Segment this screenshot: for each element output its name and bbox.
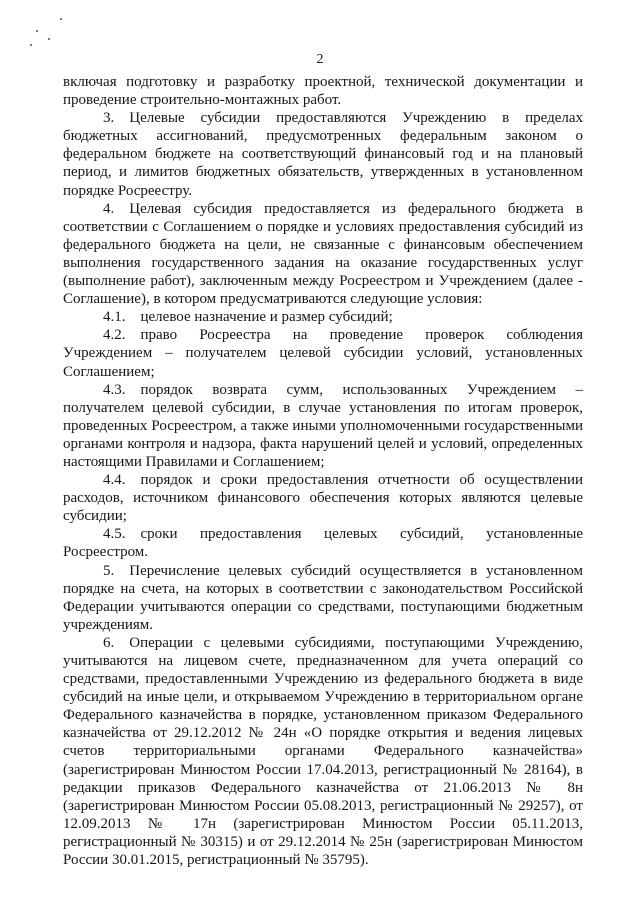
paragraph-4-3: 4.3. порядок возврата сумм, использованных Учреждением – получателем целевой субсидии, в случае установления по итогам проверок, проведенных Росреестром, а также иными уполномоченными государственными органами контроля и надзора, факта нарушений целей и условий, определенных настоящими Правилами и Соглашением; xyxy=(63,381,583,470)
scan-speck xyxy=(36,30,38,32)
paragraph-4-1: 4.1. целевое назначение и размер субсидий; xyxy=(103,309,393,326)
paragraph-4-2: 4.2. право Росреестра на проведение проверок соблюдения Учреждением – получателем целевой субсидии условий, установленных Соглашением; xyxy=(63,327,583,380)
scan-speck xyxy=(48,38,50,40)
page-number: 2 xyxy=(316,52,324,67)
paragraph-4-4: 4.4. порядок и сроки предоставления отчетности об осуществлении расходов, источником финансового обеспечения которых являются целевые субсидии; xyxy=(63,472,583,525)
paragraph-6: 6. Операции с целевыми субсидиями, поступающими Учреждению, учитываются на лицевом счете, предназначенном для учета операций со средствами, предоставленными Учреждению из федерального бюджета в виде субсидий на иные цели, и открываемом Учреждению в территориальном органе Федерального казначейства в порядке, установленном приказом Федерального казначейства от 29.12.2012 № 24н «О порядке открытия и ведения лицевых счетов территориальными органами Федерального казначейства» (зарегистрирован Минюстом России 17.04.2013, регистрационный № 28164), в редакции приказов Федерального казначейства от 21.06.2013 № 8н (зарегистрирован Минюстом России 05.08.2013, регистрационный № 29257), от 12.09.2013 № 17н (зарегистрирован Минюстом России 05.11.2013, регистрационный № 30315) и от 29.12.2014 № 25н (зарегистрирован Минюстом России 30.01.2015, регистрационный № 35795). xyxy=(63,634,583,869)
document-body xyxy=(63,73,583,869)
paragraph-continuation: включая подготовку и разработку проектной, технической документации и проведение строительно-монтажных работ. xyxy=(63,74,583,109)
scan-speck xyxy=(60,18,62,20)
paragraph-3: 3. Целевые субсидии предоставляются Учреждению в пределах бюджетных ассигнований, предусмотренных федеральным законом о федеральном бюджете на соответствующий финансовый год и на плановый период, и лимитов бюджетных обязательств, утвержденных в установленном порядке Росреестру. xyxy=(63,110,583,199)
paragraph-5: 5. Перечисление целевых субсидий осуществляется в установленном порядке на счета, на которых в соответствии с законодательством Российской Федерации учитываются операции со средствами, поступающими бюджетным учреждениям. xyxy=(63,562,583,633)
paragraph-4-5: 4.5. сроки предоставления целевых субсидий, установленные Росреестром. xyxy=(63,526,583,561)
scan-speck xyxy=(30,44,32,46)
paragraph-4: 4. Целевая субсидия предоставляется из федерального бюджета в соответствии с Соглашением о порядке и условиях предоставления субсидий из федерального бюджета на цели, не связанные с финансовым обеспечением выполнения государственного задания на оказание государственных услуг (выполнение работ), заключенным между Росреестром и Учреждением (далее - Соглашение), в котором предусматриваются следующие условия: xyxy=(63,200,583,308)
